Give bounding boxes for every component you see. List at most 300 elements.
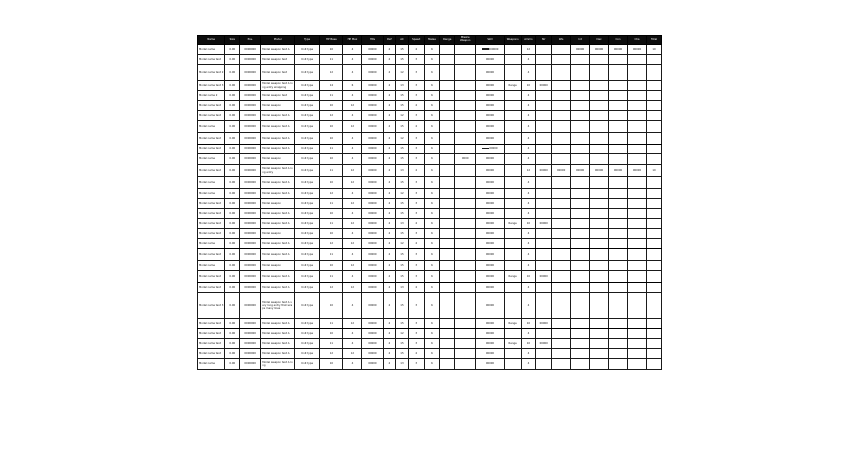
table-cell[interactable]: 6 bbox=[424, 154, 440, 165]
table-cell[interactable]: 12 bbox=[343, 121, 362, 133]
table-cell[interactable] bbox=[504, 261, 521, 271]
table-cell[interactable]: 4 bbox=[408, 219, 424, 229]
table-cell[interactable] bbox=[628, 319, 647, 329]
table-cell[interactable]: 4 bbox=[383, 65, 396, 81]
table-cell[interactable] bbox=[590, 219, 609, 229]
table-cell[interactable]: 10 bbox=[521, 81, 536, 91]
table-cell[interactable]: 4 bbox=[521, 55, 536, 65]
table-cell[interactable]: 12 bbox=[521, 45, 536, 55]
table-cell[interactable]: 0000000 bbox=[240, 339, 261, 349]
table-cell[interactable] bbox=[552, 121, 571, 133]
table-cell[interactable]: 0.00 bbox=[225, 219, 240, 229]
column-header[interactable]: Pos. bbox=[240, 36, 261, 45]
table-cell[interactable]: 00000 bbox=[536, 81, 552, 91]
table-cell[interactable] bbox=[628, 209, 647, 219]
table-cell[interactable] bbox=[552, 199, 571, 209]
table-cell[interactable]: 13 bbox=[396, 359, 409, 370]
table-cell[interactable] bbox=[609, 209, 628, 219]
table-cell[interactable] bbox=[590, 121, 609, 133]
table-cell[interactable]: 00000 bbox=[362, 111, 383, 121]
table-cell[interactable] bbox=[552, 219, 571, 229]
table-cell[interactable]: 12 bbox=[320, 239, 343, 249]
table-cell[interactable] bbox=[571, 209, 590, 219]
table-cell[interactable]: 00000 bbox=[362, 359, 383, 370]
table-cell[interactable] bbox=[646, 65, 661, 81]
table-cell[interactable]: Model name text bbox=[198, 199, 225, 209]
column-header[interactable]: Cha bbox=[628, 36, 647, 45]
table-cell[interactable]: Model name text bbox=[198, 339, 225, 349]
table-cell[interactable]: Model weapon text A bbox=[261, 133, 295, 145]
table-cell[interactable]: 0.00 bbox=[225, 319, 240, 329]
table-cell[interactable]: 3 bbox=[408, 229, 424, 239]
table-cell[interactable] bbox=[590, 229, 609, 239]
table-cell[interactable]: 0000000 bbox=[240, 165, 261, 177]
table-cell[interactable] bbox=[440, 133, 455, 145]
table-cell[interactable] bbox=[590, 293, 609, 319]
table-cell[interactable]: 0.00 bbox=[225, 65, 240, 81]
table-cell[interactable]: Unit type bbox=[294, 145, 319, 154]
table-cell[interactable]: Model name text 2 bbox=[198, 65, 225, 81]
table-cell[interactable]: 0000000 bbox=[240, 45, 261, 55]
table-cell[interactable] bbox=[440, 271, 455, 283]
table-cell[interactable] bbox=[590, 249, 609, 261]
table-cell[interactable]: 12 bbox=[343, 319, 362, 329]
table-cell[interactable]: Model weapon text A bbox=[261, 145, 295, 154]
table-cell[interactable]: Model weapon text A bbox=[261, 219, 295, 229]
table-cell[interactable] bbox=[590, 283, 609, 293]
table-cell[interactable]: 12 bbox=[343, 261, 362, 271]
table-cell[interactable]: 0.00 bbox=[225, 283, 240, 293]
table-cell[interactable]: Model name text bbox=[198, 329, 225, 339]
table-cell[interactable] bbox=[628, 283, 647, 293]
table-cell[interactable]: 00000 bbox=[362, 199, 383, 209]
table-cell[interactable]: 4 bbox=[383, 319, 396, 329]
table-cell[interactable] bbox=[646, 261, 661, 271]
table-cell[interactable] bbox=[628, 101, 647, 111]
table-cell[interactable]: 4 bbox=[343, 293, 362, 319]
table-cell[interactable]: Unit type bbox=[294, 111, 319, 121]
table-cell[interactable]: Model name bbox=[198, 154, 225, 165]
table-cell[interactable] bbox=[536, 261, 552, 271]
table-cell[interactable]: 15 bbox=[396, 91, 409, 101]
table-cell[interactable]: Unit type bbox=[294, 271, 319, 283]
table-cell[interactable]: 4 bbox=[343, 339, 362, 349]
table-cell[interactable] bbox=[590, 81, 609, 91]
table-cell[interactable]: 15 bbox=[396, 271, 409, 283]
table-cell[interactable] bbox=[536, 145, 552, 154]
table-cell[interactable]: 6 bbox=[424, 239, 440, 249]
table-cell[interactable]: 11 bbox=[320, 249, 343, 261]
table-cell[interactable] bbox=[609, 65, 628, 81]
table-cell[interactable] bbox=[552, 91, 571, 101]
table-cell[interactable] bbox=[552, 329, 571, 339]
table-cell[interactable] bbox=[504, 189, 521, 199]
table-cell[interactable]: 00000 bbox=[476, 239, 504, 249]
table-cell[interactable] bbox=[609, 339, 628, 349]
table-cell[interactable]: 00000 bbox=[476, 293, 504, 319]
table-cell[interactable]: Model weapon bbox=[261, 229, 295, 239]
table-cell[interactable]: Unit type bbox=[294, 154, 319, 165]
table-cell[interactable] bbox=[628, 229, 647, 239]
table-cell[interactable] bbox=[536, 154, 552, 165]
table-cell[interactable] bbox=[628, 359, 647, 370]
table-cell[interactable]: 3 bbox=[408, 189, 424, 199]
table-cell[interactable] bbox=[440, 283, 455, 293]
table-cell[interactable] bbox=[504, 359, 521, 370]
table-cell[interactable] bbox=[646, 189, 661, 199]
table-cell[interactable]: 00000 bbox=[552, 165, 571, 177]
column-header[interactable]: Melee bbox=[424, 36, 440, 45]
table-cell[interactable]: 12 bbox=[396, 111, 409, 121]
table-cell[interactable]: Model weapon text bbox=[261, 91, 295, 101]
table-cell[interactable] bbox=[628, 199, 647, 209]
table-cell[interactable]: 4 bbox=[383, 189, 396, 199]
table-cell[interactable]: 0.00 bbox=[225, 154, 240, 165]
table-cell[interactable] bbox=[440, 65, 455, 81]
table-cell[interactable] bbox=[455, 349, 476, 359]
table-cell[interactable]: 4 bbox=[521, 239, 536, 249]
table-cell[interactable] bbox=[440, 177, 455, 189]
table-cell[interactable]: 00000 bbox=[476, 145, 504, 154]
table-cell[interactable] bbox=[455, 111, 476, 121]
table-cell[interactable] bbox=[609, 177, 628, 189]
table-cell[interactable] bbox=[646, 111, 661, 121]
table-cell[interactable]: 3 bbox=[408, 329, 424, 339]
table-cell[interactable]: 12 bbox=[396, 189, 409, 199]
table-cell[interactable]: Model weapon text A bbox=[261, 209, 295, 219]
table-cell[interactable]: Model name bbox=[198, 261, 225, 271]
table-cell[interactable] bbox=[628, 111, 647, 121]
table-cell[interactable]: 0.00 bbox=[225, 81, 240, 91]
table-cell[interactable] bbox=[571, 219, 590, 229]
table-cell[interactable] bbox=[536, 359, 552, 370]
table-cell[interactable]: 4 bbox=[383, 271, 396, 283]
table-cell[interactable]: 12 bbox=[343, 349, 362, 359]
table-cell[interactable] bbox=[571, 81, 590, 91]
table-cell[interactable]: 4 bbox=[521, 121, 536, 133]
table-cell[interactable] bbox=[455, 55, 476, 65]
table-cell[interactable]: Model weapon text A bbox=[261, 121, 295, 133]
table-cell[interactable] bbox=[455, 319, 476, 329]
table-cell[interactable]: 6 bbox=[343, 81, 362, 91]
table-cell[interactable]: 00000 bbox=[362, 133, 383, 145]
table-cell[interactable]: Model name text bbox=[198, 101, 225, 111]
table-cell[interactable] bbox=[571, 271, 590, 283]
table-cell[interactable]: Model weapon bbox=[261, 101, 295, 111]
table-cell[interactable] bbox=[571, 283, 590, 293]
table-cell[interactable] bbox=[646, 239, 661, 249]
table-cell[interactable]: 00000 bbox=[362, 177, 383, 189]
table-cell[interactable] bbox=[571, 293, 590, 319]
table-cell[interactable] bbox=[628, 239, 647, 249]
column-header[interactable]: HP Max bbox=[343, 36, 362, 45]
table-cell[interactable]: 0.00 bbox=[225, 121, 240, 133]
table-cell[interactable]: 4 bbox=[521, 65, 536, 81]
table-cell[interactable] bbox=[609, 55, 628, 65]
table-cell[interactable] bbox=[455, 177, 476, 189]
table-cell[interactable] bbox=[628, 249, 647, 261]
table-cell[interactable] bbox=[590, 91, 609, 101]
table-cell[interactable] bbox=[571, 319, 590, 329]
table-cell[interactable] bbox=[609, 329, 628, 339]
table-cell[interactable]: 0.00 bbox=[225, 249, 240, 261]
table-cell[interactable]: 0.00 bbox=[225, 165, 240, 177]
table-cell[interactable] bbox=[571, 199, 590, 209]
table-cell[interactable]: Unit type bbox=[294, 249, 319, 261]
table-cell[interactable] bbox=[440, 199, 455, 209]
table-cell[interactable]: Range bbox=[504, 81, 521, 91]
table-cell[interactable]: Unit type bbox=[294, 45, 319, 55]
table-cell[interactable]: 15 bbox=[396, 45, 409, 55]
table-cell[interactable] bbox=[590, 199, 609, 209]
table-cell[interactable] bbox=[628, 177, 647, 189]
table-cell[interactable]: 0000000 bbox=[240, 65, 261, 81]
table-cell[interactable] bbox=[504, 293, 521, 319]
table-cell[interactable]: 0000000 bbox=[240, 133, 261, 145]
table-cell[interactable]: Model weapon text A bbox=[261, 45, 295, 55]
table-cell[interactable]: 0.00 bbox=[225, 229, 240, 239]
table-cell[interactable]: 00000 bbox=[609, 45, 628, 55]
table-cell[interactable] bbox=[504, 145, 521, 154]
table-cell[interactable]: 0000000 bbox=[240, 261, 261, 271]
table-cell[interactable]: 4 bbox=[383, 165, 396, 177]
table-cell[interactable] bbox=[504, 165, 521, 177]
table-cell[interactable] bbox=[455, 199, 476, 209]
table-cell[interactable]: 0000000 bbox=[240, 229, 261, 239]
column-header[interactable]: HP Base bbox=[320, 36, 343, 45]
table-cell[interactable]: 4 bbox=[383, 101, 396, 111]
table-cell[interactable] bbox=[455, 45, 476, 55]
table-cell[interactable]: 4 bbox=[521, 145, 536, 154]
table-cell[interactable]: 00000 bbox=[476, 189, 504, 199]
table-cell[interactable]: 00000 bbox=[362, 249, 383, 261]
table-cell[interactable]: 4 bbox=[408, 283, 424, 293]
table-cell[interactable] bbox=[455, 189, 476, 199]
table-cell[interactable]: Unit type bbox=[294, 55, 319, 65]
table-cell[interactable]: Unit type bbox=[294, 359, 319, 370]
table-cell[interactable]: 4 bbox=[343, 145, 362, 154]
table-cell[interactable] bbox=[628, 133, 647, 145]
table-cell[interactable]: 00000 bbox=[536, 339, 552, 349]
table-cell[interactable] bbox=[455, 165, 476, 177]
table-cell[interactable] bbox=[536, 121, 552, 133]
table-cell[interactable]: 11 bbox=[320, 91, 343, 101]
table-cell[interactable] bbox=[455, 209, 476, 219]
table-cell[interactable]: 4 bbox=[343, 55, 362, 65]
table-cell[interactable]: 3 bbox=[408, 261, 424, 271]
column-header[interactable]: Total bbox=[646, 36, 661, 45]
table-cell[interactable] bbox=[628, 65, 647, 81]
table-cell[interactable]: 0.00 bbox=[225, 293, 240, 319]
table-cell[interactable]: 12 bbox=[343, 199, 362, 209]
table-cell[interactable] bbox=[440, 249, 455, 261]
table-cell[interactable] bbox=[571, 249, 590, 261]
table-cell[interactable]: 00000 bbox=[571, 165, 590, 177]
column-header[interactable]: Ammo bbox=[521, 36, 536, 45]
table-cell[interactable]: 4 bbox=[383, 81, 396, 91]
table-cell[interactable] bbox=[628, 293, 647, 319]
table-cell[interactable] bbox=[536, 349, 552, 359]
table-cell[interactable] bbox=[609, 271, 628, 283]
table-cell[interactable] bbox=[571, 111, 590, 121]
table-cell[interactable]: 3 bbox=[408, 209, 424, 219]
table-cell[interactable] bbox=[609, 229, 628, 239]
table-cell[interactable] bbox=[609, 133, 628, 145]
table-cell[interactable] bbox=[504, 349, 521, 359]
table-cell[interactable] bbox=[646, 271, 661, 283]
table-cell[interactable]: 3 bbox=[408, 81, 424, 91]
table-cell[interactable] bbox=[609, 249, 628, 261]
table-cell[interactable]: 6 bbox=[424, 111, 440, 121]
table-cell[interactable]: Unit type bbox=[294, 219, 319, 229]
table-cell[interactable]: 6 bbox=[424, 271, 440, 283]
table-cell[interactable]: 0000000 bbox=[240, 177, 261, 189]
column-header[interactable]: Dex bbox=[590, 36, 609, 45]
table-cell[interactable]: 4 bbox=[343, 249, 362, 261]
table-cell[interactable] bbox=[590, 271, 609, 283]
table-cell[interactable] bbox=[504, 45, 521, 55]
table-cell[interactable] bbox=[628, 219, 647, 229]
table-cell[interactable]: 0.00 bbox=[225, 133, 240, 145]
table-cell[interactable] bbox=[536, 91, 552, 101]
table-cell[interactable]: 0000000 bbox=[240, 319, 261, 329]
table-cell[interactable]: 12 bbox=[343, 165, 362, 177]
table-cell[interactable]: Unit type bbox=[294, 339, 319, 349]
table-cell[interactable] bbox=[609, 111, 628, 121]
table-cell[interactable] bbox=[571, 101, 590, 111]
table-cell[interactable]: Model weapon text A bbox=[261, 177, 295, 189]
table-cell[interactable]: Unit type bbox=[294, 81, 319, 91]
table-cell[interactable] bbox=[455, 219, 476, 229]
table-cell[interactable] bbox=[440, 189, 455, 199]
table-cell[interactable] bbox=[440, 145, 455, 154]
table-cell[interactable]: 0000000 bbox=[240, 101, 261, 111]
table-cell[interactable] bbox=[609, 219, 628, 229]
table-cell[interactable]: Model name bbox=[198, 239, 225, 249]
table-cell[interactable] bbox=[646, 101, 661, 111]
table-cell[interactable] bbox=[609, 199, 628, 209]
table-cell[interactable] bbox=[552, 189, 571, 199]
table-cell[interactable] bbox=[504, 199, 521, 209]
table-cell[interactable]: 0.00 bbox=[225, 111, 240, 121]
table-cell[interactable]: Model name text bbox=[198, 349, 225, 359]
table-cell[interactable]: 3 bbox=[408, 339, 424, 349]
column-header[interactable]: Type bbox=[294, 36, 319, 45]
table-cell[interactable]: 13 bbox=[396, 165, 409, 177]
table-cell[interactable] bbox=[646, 359, 661, 370]
table-cell[interactable] bbox=[455, 293, 476, 319]
table-cell[interactable] bbox=[440, 154, 455, 165]
table-cell[interactable]: 15 bbox=[396, 293, 409, 319]
table-cell[interactable]: 00000 bbox=[476, 199, 504, 209]
table-cell[interactable]: 6 bbox=[424, 283, 440, 293]
table-cell[interactable] bbox=[571, 121, 590, 133]
table-cell[interactable]: 3 bbox=[408, 199, 424, 209]
table-cell[interactable] bbox=[536, 133, 552, 145]
table-cell[interactable]: Model name text bbox=[198, 165, 225, 177]
table-cell[interactable]: 15 bbox=[396, 199, 409, 209]
table-cell[interactable] bbox=[536, 55, 552, 65]
table-cell[interactable]: Model weapon text bbox=[261, 55, 295, 65]
table-cell[interactable] bbox=[536, 293, 552, 319]
table-cell[interactable]: Model weapon text A bbox=[261, 319, 295, 329]
table-cell[interactable] bbox=[440, 111, 455, 121]
table-cell[interactable]: Range bbox=[504, 271, 521, 283]
table-cell[interactable]: 11 bbox=[320, 339, 343, 349]
table-cell[interactable]: 0.00 bbox=[225, 199, 240, 209]
table-cell[interactable] bbox=[646, 81, 661, 91]
table-cell[interactable]: 10 bbox=[320, 229, 343, 239]
table-cell[interactable]: 0000000 bbox=[240, 199, 261, 209]
table-cell[interactable]: 6 bbox=[424, 293, 440, 319]
table-cell[interactable]: 10 bbox=[320, 177, 343, 189]
table-cell[interactable] bbox=[504, 55, 521, 65]
table-cell[interactable]: 4 bbox=[521, 199, 536, 209]
table-cell[interactable] bbox=[552, 283, 571, 293]
table-cell[interactable]: 6 bbox=[424, 65, 440, 81]
table-cell[interactable] bbox=[552, 319, 571, 329]
table-cell[interactable] bbox=[571, 145, 590, 154]
table-cell[interactable] bbox=[609, 145, 628, 154]
table-cell[interactable]: 10 bbox=[521, 339, 536, 349]
table-cell[interactable] bbox=[571, 229, 590, 239]
table-cell[interactable] bbox=[590, 329, 609, 339]
table-cell[interactable]: 00000 bbox=[362, 121, 383, 133]
table-cell[interactable]: Model weapon text A bbox=[261, 349, 295, 359]
table-cell[interactable]: 00000 bbox=[362, 229, 383, 239]
table-cell[interactable] bbox=[646, 133, 661, 145]
table-cell[interactable]: 6 bbox=[424, 55, 440, 65]
table-cell[interactable]: 0000 bbox=[455, 154, 476, 165]
table-cell[interactable] bbox=[552, 81, 571, 91]
table-cell[interactable] bbox=[590, 177, 609, 189]
table-cell[interactable] bbox=[552, 55, 571, 65]
table-cell[interactable] bbox=[504, 133, 521, 145]
table-cell[interactable] bbox=[552, 154, 571, 165]
table-cell[interactable]: 00000 bbox=[476, 65, 504, 81]
table-cell[interactable]: 00000 bbox=[536, 319, 552, 329]
table-cell[interactable] bbox=[646, 283, 661, 293]
table-cell[interactable]: 00000 bbox=[476, 165, 504, 177]
table-cell[interactable]: Model name text bbox=[198, 229, 225, 239]
table-cell[interactable] bbox=[590, 239, 609, 249]
table-cell[interactable]: 4 bbox=[383, 133, 396, 145]
table-cell[interactable]: Model name text bbox=[198, 249, 225, 261]
table-cell[interactable]: 4 bbox=[521, 177, 536, 189]
table-cell[interactable]: 4 bbox=[383, 293, 396, 319]
table-cell[interactable]: 13 bbox=[396, 81, 409, 91]
column-header[interactable]: Wis bbox=[552, 36, 571, 45]
table-cell[interactable]: 0000000 bbox=[240, 145, 261, 154]
table-cell[interactable] bbox=[455, 145, 476, 154]
table-cell[interactable] bbox=[504, 177, 521, 189]
table-cell[interactable]: 4 bbox=[383, 55, 396, 65]
table-cell[interactable]: 00000 bbox=[476, 339, 504, 349]
table-cell[interactable] bbox=[552, 359, 571, 370]
table-cell[interactable]: 00000 bbox=[536, 271, 552, 283]
table-cell[interactable]: 00000 bbox=[476, 91, 504, 101]
table-cell[interactable] bbox=[646, 349, 661, 359]
table-cell[interactable]: 00000 bbox=[362, 91, 383, 101]
table-cell[interactable]: 11 bbox=[320, 165, 343, 177]
column-header[interactable]: Skill bbox=[476, 36, 504, 45]
table-cell[interactable] bbox=[504, 65, 521, 81]
table-cell[interactable] bbox=[646, 91, 661, 101]
table-cell[interactable]: 4 bbox=[521, 283, 536, 293]
table-cell[interactable]: 4 bbox=[343, 154, 362, 165]
column-header[interactable]: Missile Weapon bbox=[455, 36, 476, 45]
table-cell[interactable] bbox=[504, 91, 521, 101]
